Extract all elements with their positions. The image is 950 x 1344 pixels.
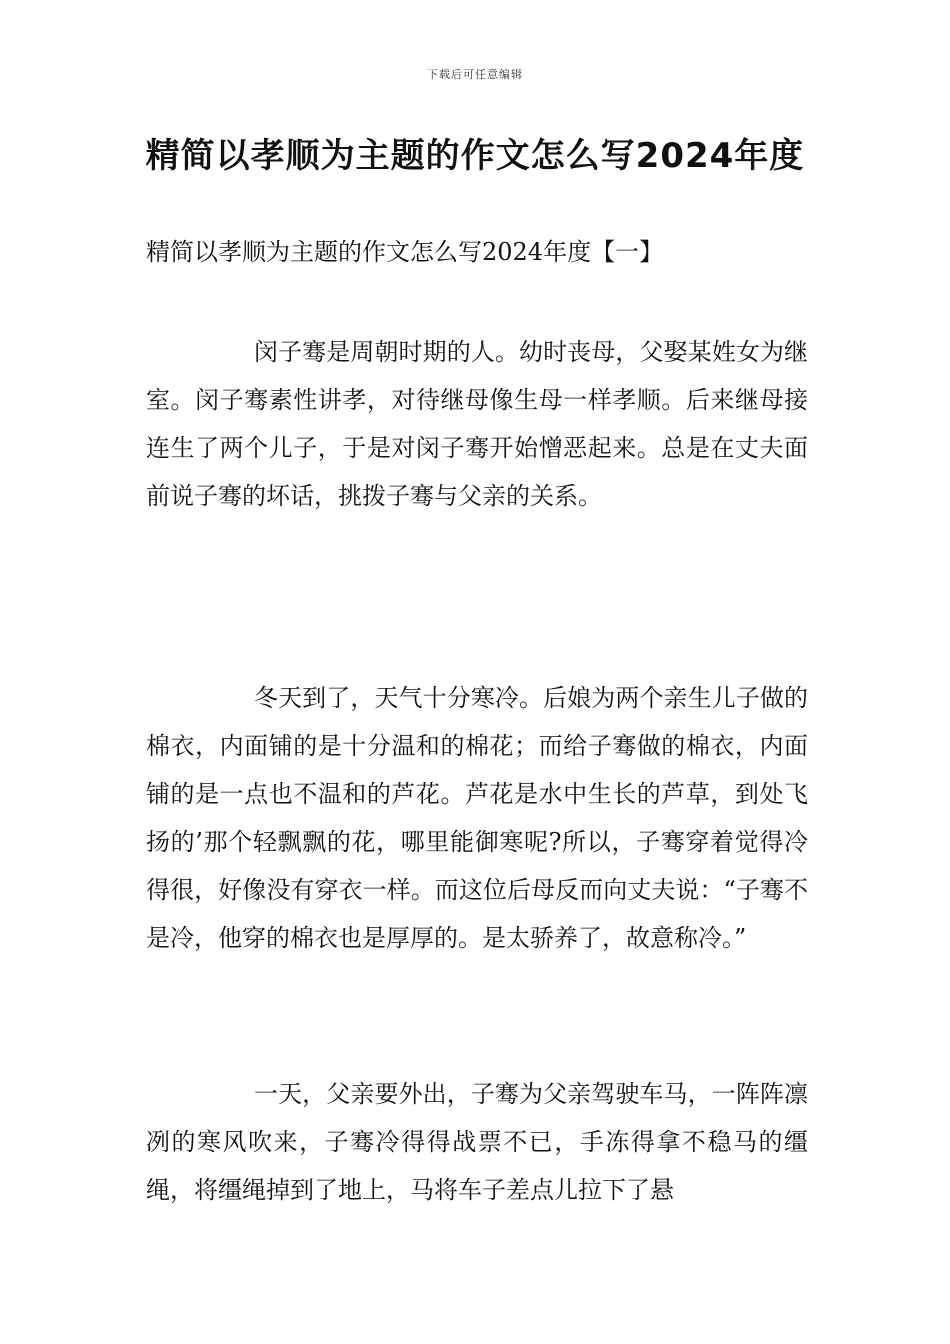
section-heading: 精简以孝顺为主题的作文怎么写2024年度【一】 <box>146 238 664 266</box>
header-note: 下载后可任意编辑 <box>427 68 523 81</box>
paragraph-3: 一天，父亲要外出，子骞为父亲驾驶车马，一阵阵凛冽的寒风吹来，子骞冷得得战票不已，手冻得拿不稳马的缰绳，将缰绳掉到了地上，马将车子差点儿拉下了悬 <box>146 1080 808 1204</box>
document-title: 精简以孝顺为主题的作文怎么写2024年度 <box>145 136 805 176</box>
paragraph-1: 闵子骞是周朝时期的人。幼时丧母，父娶某姓女为继室。闵子骞素性讲孝，对待继母像生母一样孝顺。后来继母接连生了两个儿子，于是对闵子骞开始憎恶起来。总是在丈夫面前说子骞的坏话，挑拨子骞与父亲的关系。 <box>146 338 808 510</box>
paragraph-2: 冬天到了，天气十分寒冷。后娘为两个亲生儿子做的棉衣，内面铺的是十分温和的棉花；而给子骞做的棉衣，内面铺的是一点也不温和的芦花。芦花是水中生长的芦草，到处飞扬的’那个轻飘飘的花，哪里能御寒呢?所以，子骞穿着觉得冷得很，好像没有穿衣一样。而这位后母反而向丈夫说：“子骞不是冷，他穿的棉衣也是厚厚的。是太骄养了，故意称冷。” <box>146 684 808 952</box>
